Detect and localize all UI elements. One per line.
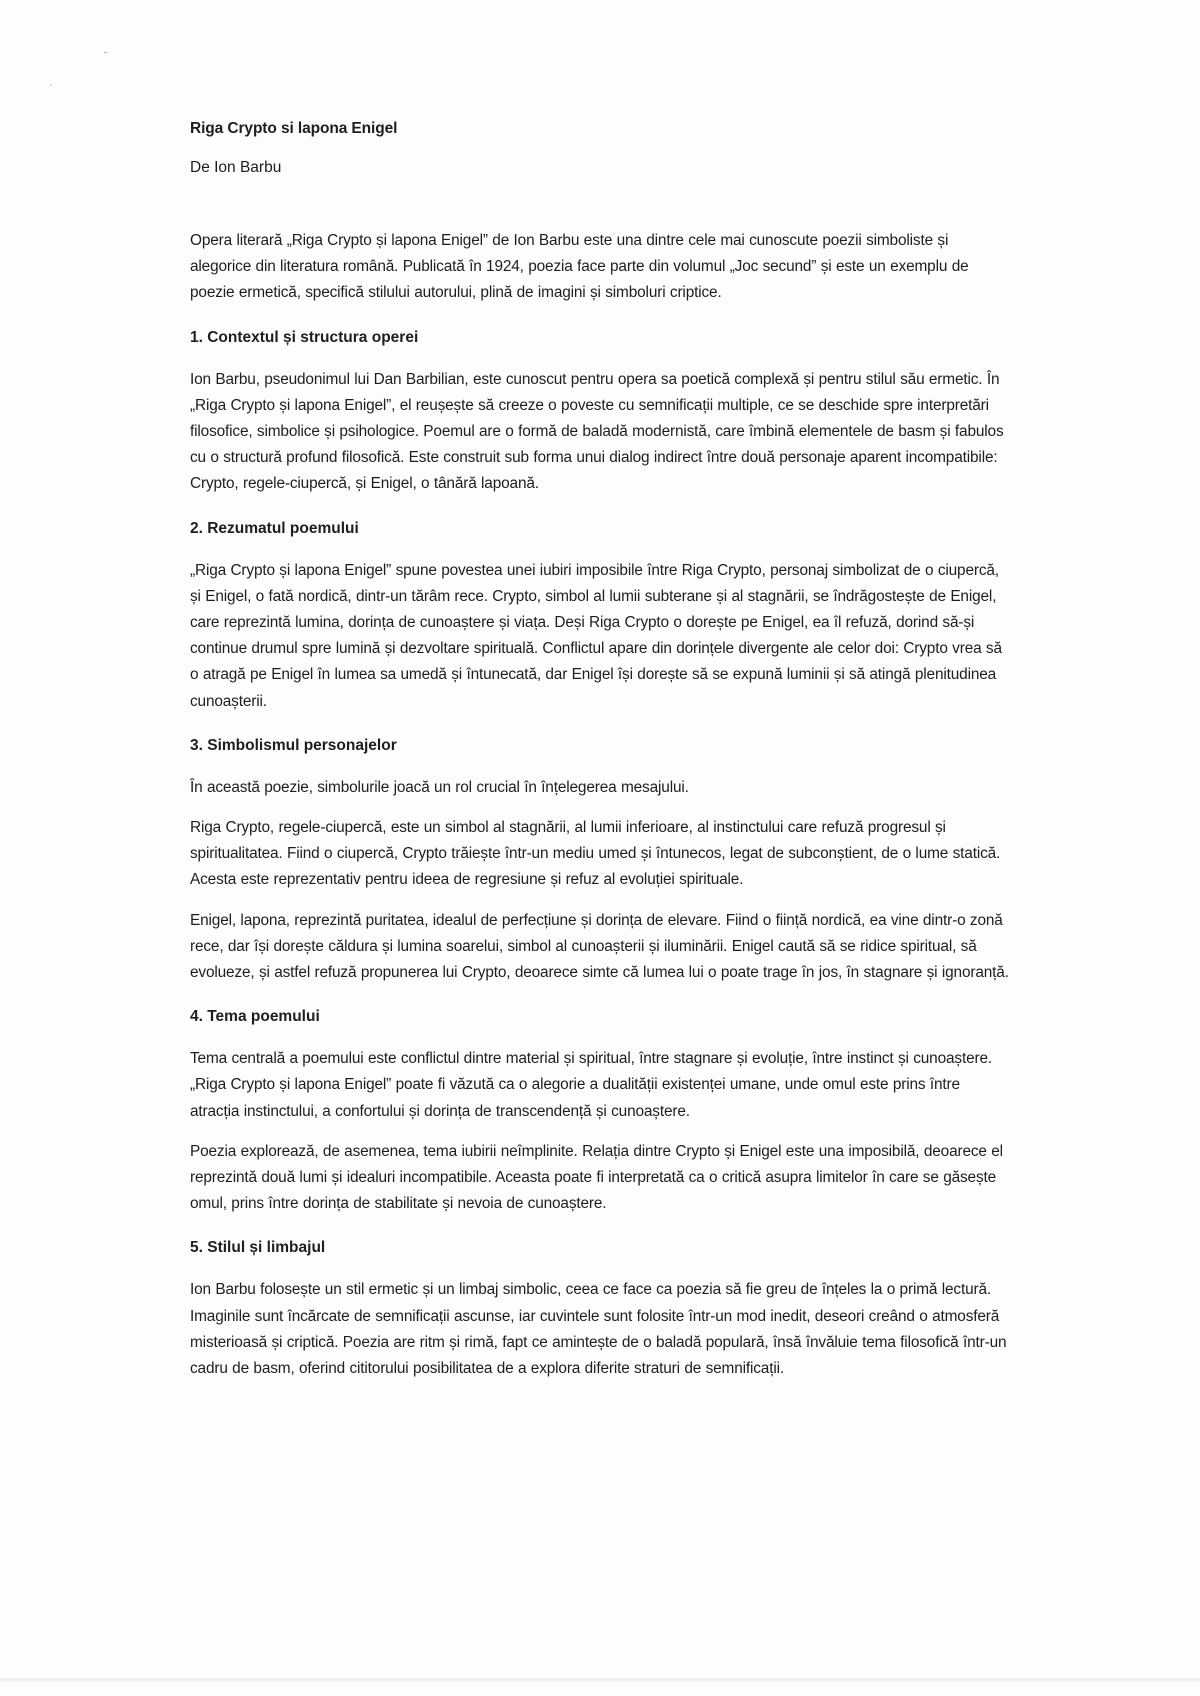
scan-speck: ˜ xyxy=(104,51,108,62)
section-heading: 2. Rezumatul poemului xyxy=(190,519,359,537)
document-body xyxy=(190,118,1012,1396)
document-author: De Ion Barbu xyxy=(190,159,282,176)
section-2 xyxy=(190,518,1012,715)
section-paragraph: Ion Barbu, pseudonimul lui Dan Barbilian, este cunoscut pentru opera sa poetică complexă și pentru stilul său ermetic. În „Riga Crypto și lapona Enigel”, el reușește să creeze o poveste cu semnificații multiple, ce se deschide spre interpretări filosofice, simbolice și psihologice. Poemul are o formă de baladă modernistă, care îmbină elementele de basm și fabulos cu o structură profund filosofică. Este construit sub forma unui dialog indirect între două personaje aparent incompatibile: Crypto, regele-ciupercă, și Enigel, o tânără lapoană. xyxy=(190,370,1004,493)
section-paragraph: Tema centrală a poemului este conflictul dintre material și spiritual, între stagnare și evoluție, între instinct și cunoaștere. „Riga Crypto și lapona Enigel” poate fi văzută ca o alegorie a dualității existenței umane, unde omul este prins între atracția instinctului, a confortului și dorința de transcendență și cunoaștere. xyxy=(190,1050,992,1120)
section-heading: 4. Tema poemului xyxy=(190,1008,320,1026)
section-4 xyxy=(190,1006,1012,1217)
intro-block xyxy=(190,228,1012,307)
section-1 xyxy=(190,327,1012,498)
scan-bottom-edge xyxy=(0,1678,1200,1682)
document-title: Riga Crypto si lapona Enigel xyxy=(190,120,398,137)
intro-paragraph: Opera literară „Riga Crypto și lapona Enigel” de Ion Barbu este una dintre cele mai cunoscute poezii simboliste și alegorice din literatura română. Publicată în 1924, poezia face parte din volumul „Joc secund” și este un exemplu de poezie ermetică, specifică stilului autorului, plină de imagini și simboluri criptice. xyxy=(190,232,969,302)
section-paragraph: Ion Barbu folosește un stil ermetic și un limbaj simbolic, ceea ce face ca poezia să fie greu de înțeles la o primă lectură. Imaginile sunt încărcate de semnificații ascunse, iar cuvintele sunt folosite într-un mod inedit, deseori creând o atmosferă misterioasă și criptică. Poezia are ritm și rimă, fapt ce amintește de o baladă populară, însă învăluie tema filosofică într-un cadru de basm, oferind cititorului posibilitatea de a explora diferite straturi de semnificații. xyxy=(190,1281,1007,1378)
section-heading: 1. Contextul și structura operei xyxy=(190,328,419,346)
section-3 xyxy=(190,735,1012,986)
scan-speck: ˏ xyxy=(49,76,53,87)
section-paragraph: În această poezie, simbolurile joacă un rol crucial în înțelegerea mesajului. xyxy=(190,778,689,796)
section-5 xyxy=(190,1237,1012,1382)
section-paragraph: Poezia explorează, de asemenea, tema iubirii neîmplinite. Relația dintre Crypto și Enigel este una imposibilă, deoarece el reprezintă două lumi și idealuri incompatibile. Aceasta poate fi interpretată ca o critică asupra limitelor în care se găsește omul, prins între dorința de stabilitate și nevoia de cunoaștere. xyxy=(190,1142,1003,1213)
section-heading: 3. Simbolismul personajelor xyxy=(190,736,397,754)
section-paragraph: „Riga Crypto și lapona Enigel” spune povestea unei iubiri imposibile între Riga Crypto, personaj simbolizat de o ciupercă, și Enigel, o fată nordică, dintr-un tărâm rece. Crypto, simbol al lumii subterane și al stagnării, se îndrăgostește de Enigel, care reprezintă lumina, dorința de cunoaștere și viața. Deși Riga Crypto o dorește pe Enigel, ea îl refuză, dorind să-și continue drumul spre lumină și dezvoltare spirituală. Conflictul apare din dorințele divergente ale celor doi: Crypto vrea să o atragă pe Enigel în lumea sa umedă și întunecată, dar Enigel își dorește să se expună luminii și să atingă plenitudinea cunoașterii. xyxy=(190,561,1002,710)
section-paragraph: Riga Crypto, regele-ciupercă, este un simbol al stagnării, al lumii inferioare, al instinctului care refuză progresul și spiritualitatea. Fiind o ciupercă, Crypto trăiește într-un mediu umed și întunecos, legat de subconștient, de o lume statică. Acesta este reprezentativ pentru ideea de regresiune și refuz al evoluției spirituale. xyxy=(190,819,1001,889)
section-paragraph: Enigel, lapona, reprezintă puritatea, idealul de perfecțiune și dorința de elevare. Fiind o ființă nordică, ea vine dintr-o zonă rece, dar își dorește căldura și lumina soarelui, simbol al cunoașterii și iluminării. Enigel caută să se ridice spiritual, să evolueze, și astfel refuză propunerea lui Crypto, deoarece simte că lumea lui o poate trage în jos, în stagnare și ignoranță. xyxy=(190,911,1009,982)
section-heading: 5. Stilul și limbajul xyxy=(190,1239,326,1257)
